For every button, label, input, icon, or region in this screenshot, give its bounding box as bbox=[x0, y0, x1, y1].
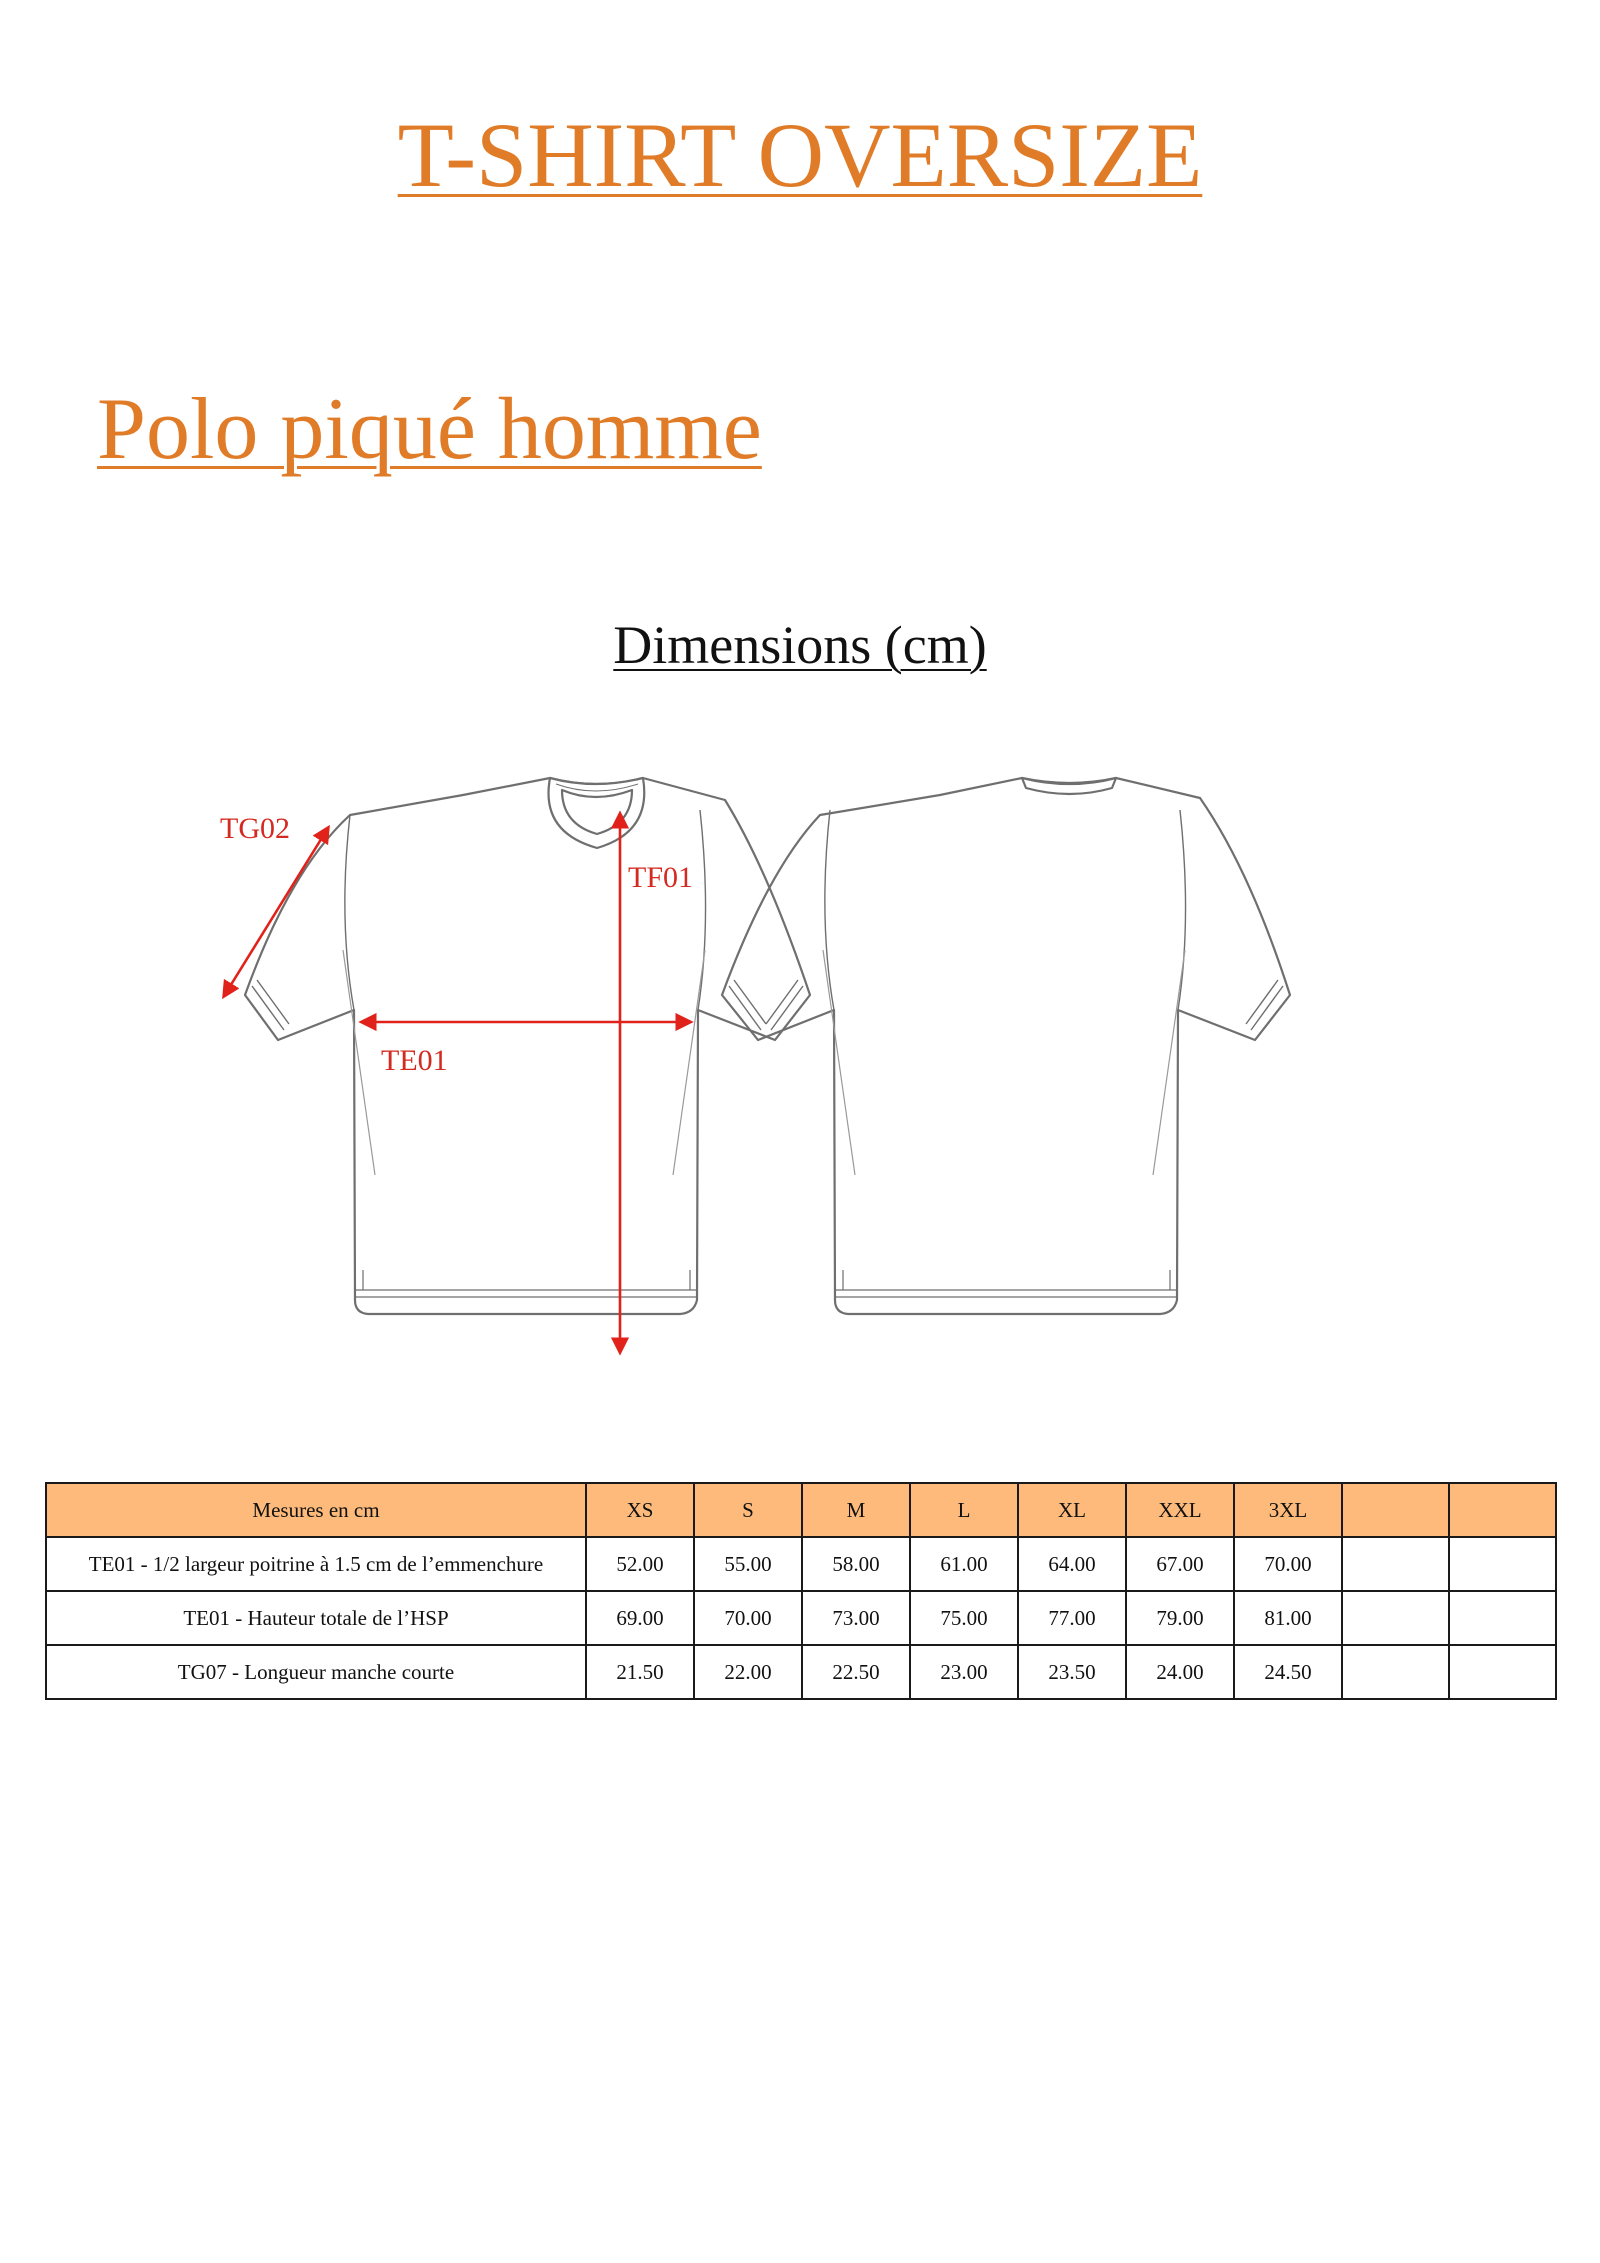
table-row bbox=[46, 1537, 1556, 1591]
table-cell: 55.00 bbox=[694, 1537, 802, 1591]
table-cell: 69.00 bbox=[586, 1591, 694, 1645]
back-left-cuff bbox=[729, 980, 766, 1030]
tshirt-front-view bbox=[245, 778, 810, 1314]
measurement-labels bbox=[220, 812, 693, 1077]
table-cell: 21.50 bbox=[586, 1645, 694, 1699]
table-cell: 70.00 bbox=[694, 1591, 802, 1645]
table-cell: 24.50 bbox=[1234, 1645, 1342, 1699]
table-cell-empty bbox=[1449, 1645, 1556, 1699]
back-slits bbox=[843, 1270, 1170, 1290]
table-cell-empty bbox=[1342, 1537, 1449, 1591]
header-cell-empty bbox=[1342, 1483, 1449, 1537]
table-cell-label: TE01 - 1/2 largeur poitrine à 1.5 cm de l’emmenchure bbox=[46, 1537, 586, 1591]
front-left-armhole bbox=[345, 815, 354, 1010]
table-cell: 23.00 bbox=[910, 1645, 1018, 1699]
table-cell-label: TG07 - Longueur manche courte bbox=[46, 1645, 586, 1699]
table-cell-empty bbox=[1342, 1591, 1449, 1645]
table-cell: 64.00 bbox=[1018, 1537, 1126, 1591]
back-body-outline bbox=[722, 778, 1290, 1314]
product-subtitle: Polo piqué homme bbox=[97, 381, 762, 478]
tf01-label: TF01 bbox=[628, 861, 694, 894]
te01-label: TE01 bbox=[381, 1044, 448, 1077]
header-cell-xl: XL bbox=[1018, 1483, 1126, 1537]
back-hem-line bbox=[835, 1290, 1178, 1297]
table-cell-empty bbox=[1449, 1537, 1556, 1591]
back-right-armhole bbox=[1178, 810, 1186, 1010]
front-left-slit bbox=[363, 1270, 690, 1290]
table-cell: 22.00 bbox=[694, 1645, 802, 1699]
table-cell: 61.00 bbox=[910, 1537, 1018, 1591]
back-right-side-line bbox=[1153, 950, 1185, 1175]
table-row bbox=[46, 1645, 1556, 1699]
header-cell-s: S bbox=[694, 1483, 802, 1537]
table-cell-empty bbox=[1449, 1591, 1556, 1645]
table-cell: 22.50 bbox=[802, 1645, 910, 1699]
tshirt-technical-drawing bbox=[200, 770, 1430, 1390]
page-title: T-SHIRT OVERSIZE bbox=[397, 104, 1203, 206]
front-right-armhole bbox=[698, 810, 706, 1010]
dimensions-heading: Dimensions (cm) bbox=[613, 615, 987, 675]
back-left-side-line bbox=[823, 950, 855, 1175]
front-collar-rib bbox=[549, 778, 645, 848]
table-cell: 58.00 bbox=[802, 1537, 910, 1591]
tshirt-back-view bbox=[722, 778, 1290, 1314]
table-cell-label: TE01 - Hauteur totale de l’HSP bbox=[46, 1591, 586, 1645]
tg02-arrow bbox=[224, 828, 328, 996]
header-cell-3xl: 3XL bbox=[1234, 1483, 1342, 1537]
table-row bbox=[46, 1591, 1556, 1645]
table-cell: 24.00 bbox=[1126, 1645, 1234, 1699]
back-collar-rib bbox=[1022, 778, 1116, 794]
back-right-cuff bbox=[1246, 980, 1283, 1030]
table-cell: 67.00 bbox=[1126, 1537, 1234, 1591]
table-cell: 75.00 bbox=[910, 1591, 1018, 1645]
table-cell: 79.00 bbox=[1126, 1591, 1234, 1645]
table-cell: 77.00 bbox=[1018, 1591, 1126, 1645]
front-right-cuff bbox=[766, 980, 803, 1030]
front-body-outline bbox=[245, 778, 810, 1314]
back-left-armhole bbox=[825, 810, 834, 1010]
table-cell: 81.00 bbox=[1234, 1591, 1342, 1645]
front-left-cuff bbox=[252, 980, 289, 1030]
measurement-arrows bbox=[224, 814, 690, 1352]
header-cell-xxl: XXL bbox=[1126, 1483, 1234, 1537]
front-left-side-line bbox=[343, 950, 375, 1175]
table-cell: 70.00 bbox=[1234, 1537, 1342, 1591]
table-cell-empty bbox=[1342, 1645, 1449, 1699]
header-cell-l: L bbox=[910, 1483, 1018, 1537]
tg02-label: TG02 bbox=[220, 812, 290, 845]
size-chart-table bbox=[45, 1482, 1557, 1700]
header-cell-xs: XS bbox=[586, 1483, 694, 1537]
header-cell-empty bbox=[1449, 1483, 1556, 1537]
header-cell-m: M bbox=[802, 1483, 910, 1537]
front-hem-line bbox=[355, 1290, 698, 1297]
table-cell: 73.00 bbox=[802, 1591, 910, 1645]
front-right-side-line bbox=[673, 950, 705, 1175]
header-cell-measure: Mesures en cm bbox=[46, 1483, 586, 1537]
table-cell: 23.50 bbox=[1018, 1645, 1126, 1699]
table-header-row bbox=[46, 1483, 1556, 1537]
table-cell: 52.00 bbox=[586, 1537, 694, 1591]
